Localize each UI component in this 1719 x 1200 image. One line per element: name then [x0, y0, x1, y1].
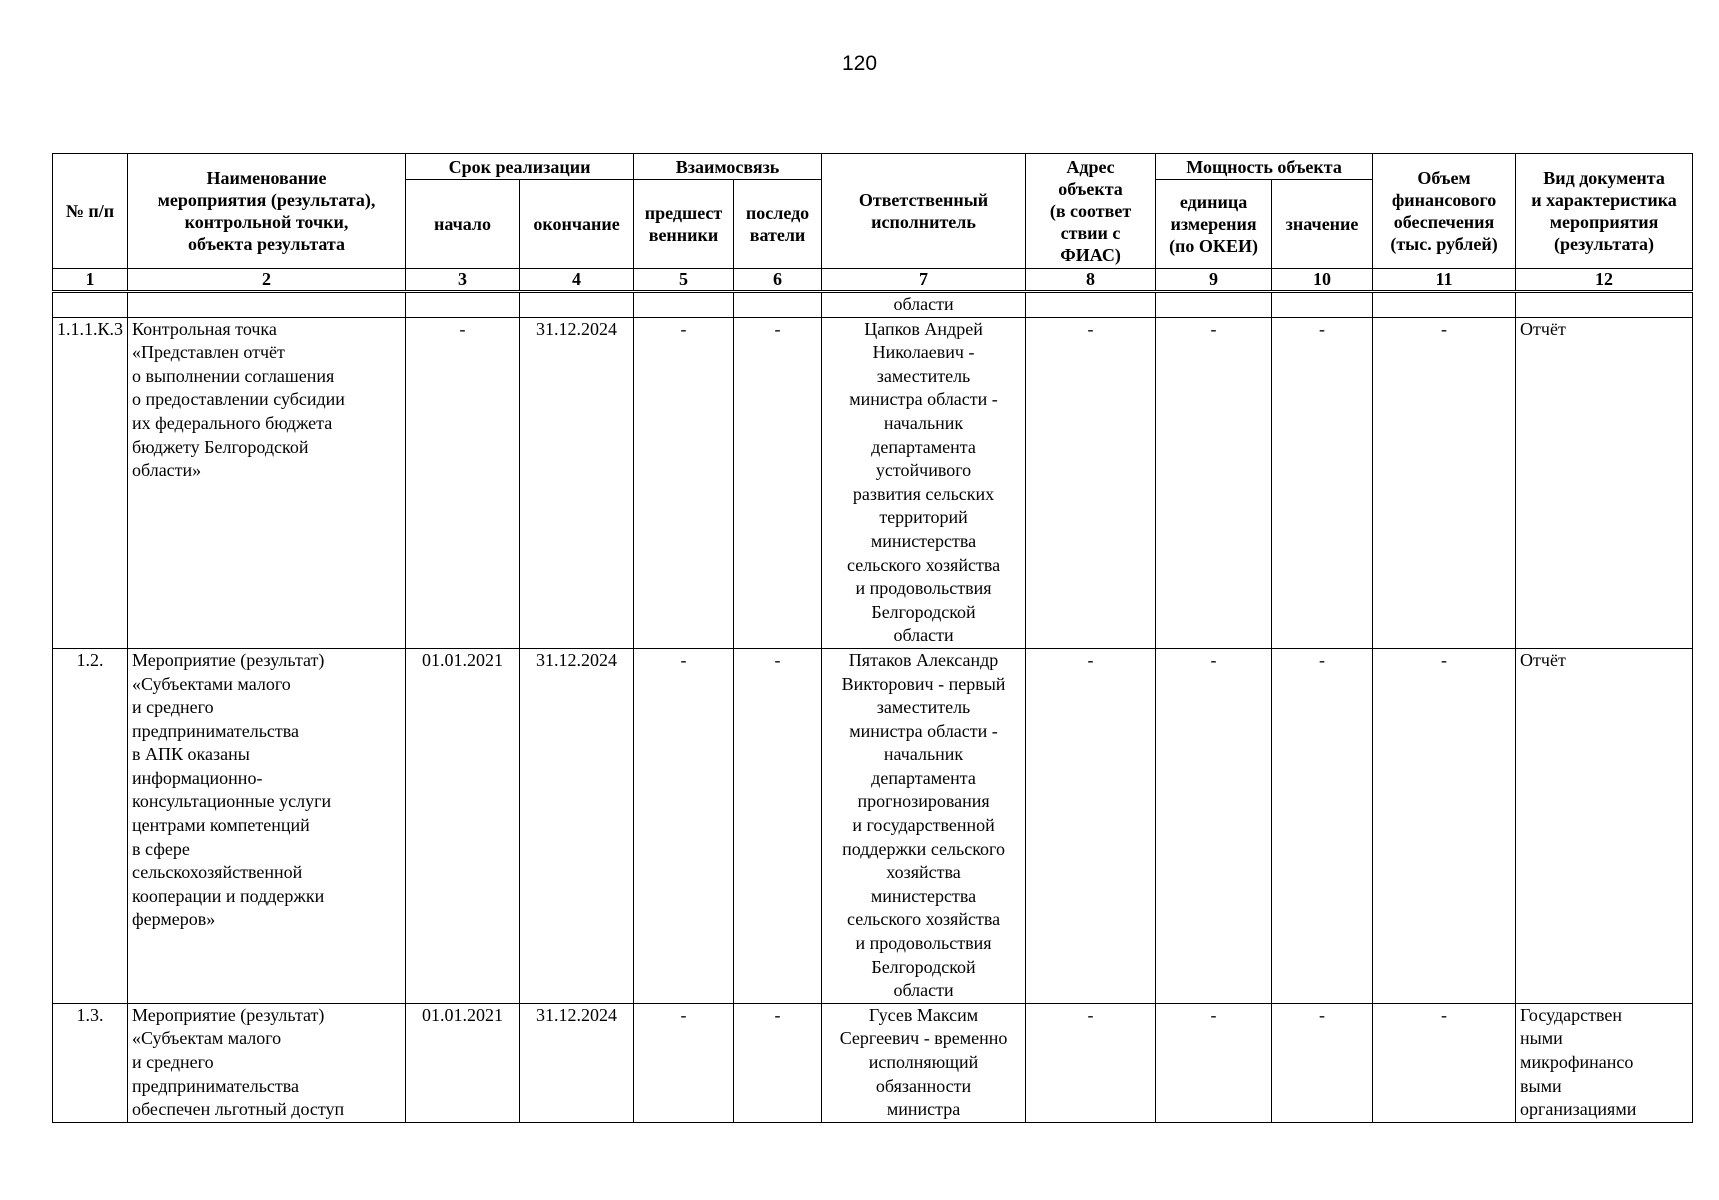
header-period: Срок реализации	[406, 154, 634, 180]
row-responsible: области	[822, 292, 1026, 318]
header-successors: последо ватели	[734, 180, 822, 269]
row-doc-type: Отчёт	[1516, 317, 1693, 648]
header-capacity: Мощность объекта	[1156, 154, 1373, 180]
row-name: Мероприятие (результат) «Субъектами малого и среднего предпринимательства в АПК оказаны информационно- консультационные услуги центрами компетенций в сфере сельскохозяйственной кооперации и поддержки фермеров»	[128, 648, 406, 1003]
header-predecessors: предшест венники	[634, 180, 734, 269]
row-end	[520, 292, 634, 318]
row-name: Мероприятие (результат) «Субъектам малого и среднего предпринимательства обеспечен льготный доступ	[128, 1003, 406, 1122]
row-end: 31.12.2024	[520, 648, 634, 1003]
row-start: -	[406, 317, 520, 648]
header-value: значение	[1272, 180, 1373, 269]
row-funding	[1373, 292, 1516, 318]
row-no	[53, 292, 128, 318]
row-address: -	[1026, 317, 1156, 648]
row-successors: -	[734, 317, 822, 648]
row-funding: -	[1373, 317, 1516, 648]
colnum-12: 12	[1516, 269, 1693, 292]
row-unit	[1156, 292, 1272, 318]
row-name: Контрольная точка «Представлен отчёт о выполнении соглашения о предоставлении субсидии их федерального бюджета бюджету Белгородской области»	[128, 317, 406, 648]
row-value: -	[1272, 648, 1373, 1003]
header-unit: единица измерения (по ОКЕИ)	[1156, 180, 1272, 269]
header-no: № п/п	[53, 154, 128, 269]
colnum-4: 4	[520, 269, 634, 292]
row-start: 01.01.2021	[406, 1003, 520, 1122]
header-link: Взаимосвязь	[634, 154, 822, 180]
colnum-9: 9	[1156, 269, 1272, 292]
header-end: окончание	[520, 180, 634, 269]
row-value	[1272, 292, 1373, 318]
row-unit: -	[1156, 317, 1272, 648]
row-responsible: Цапков Андрей Николаевич - заместитель министра области - начальник департамента устойчивого развития сельских территорий министерства сельского хозяйства и продовольствия Белгородской области	[822, 317, 1026, 648]
row-end: 31.12.2024	[520, 1003, 634, 1122]
colnum-3: 3	[406, 269, 520, 292]
colnum-8: 8	[1026, 269, 1156, 292]
row-start: 01.01.2021	[406, 648, 520, 1003]
row-address: -	[1026, 648, 1156, 1003]
row-name	[128, 292, 406, 318]
row-address	[1026, 292, 1156, 318]
row-doc-type	[1516, 292, 1693, 318]
row-responsible: Пятаков Александр Викторович - первый заместитель министра области - начальник департамента прогнозирования и государственной поддержки сельского хозяйства министерства сельского хозяйства и продовольствия Белгородской области	[822, 648, 1026, 1003]
row-address: -	[1026, 1003, 1156, 1122]
row-predecessors: -	[634, 317, 734, 648]
table-row	[53, 648, 1693, 1003]
row-value: -	[1272, 1003, 1373, 1122]
row-funding: -	[1373, 1003, 1516, 1122]
activity-plan-table	[52, 153, 1693, 1123]
row-doc-type: Государствен ными микрофинансо выми организациями	[1516, 1003, 1693, 1122]
colnum-2: 2	[128, 269, 406, 292]
row-start	[406, 292, 520, 318]
row-responsible: Гусев Максим Сергеевич - временно исполняющий обязанности министра	[822, 1003, 1026, 1122]
table-row	[53, 292, 1693, 318]
row-successors: -	[734, 648, 822, 1003]
header-funding: Объем финансового обеспечения (тыс. рублей)	[1373, 154, 1516, 269]
header-doc-type: Вид документа и характеристика мероприятия (результата)	[1516, 154, 1693, 269]
colnum-11: 11	[1373, 269, 1516, 292]
row-no: 1.3.	[53, 1003, 128, 1122]
header-responsible: Ответственный исполнитель	[822, 154, 1026, 269]
row-no: 1.2.	[53, 648, 128, 1003]
row-unit: -	[1156, 648, 1272, 1003]
colnum-6: 6	[734, 269, 822, 292]
colnum-7: 7	[822, 269, 1026, 292]
colnum-5: 5	[634, 269, 734, 292]
header-start: начало	[406, 180, 520, 269]
row-doc-type: Отчёт	[1516, 648, 1693, 1003]
header-address: Адрес объекта (в соответ ствии с ФИАС)	[1026, 154, 1156, 269]
table-row	[53, 317, 1693, 648]
row-predecessors: -	[634, 1003, 734, 1122]
header-name: Наименование мероприятия (результата), контрольной точки, объекта результата	[128, 154, 406, 269]
table-row	[53, 1003, 1693, 1122]
row-funding: -	[1373, 648, 1516, 1003]
colnum-10: 10	[1272, 269, 1373, 292]
row-predecessors: -	[634, 648, 734, 1003]
row-unit: -	[1156, 1003, 1272, 1122]
row-predecessors	[634, 292, 734, 318]
row-no: 1.1.1.К.3	[53, 317, 128, 648]
row-successors	[734, 292, 822, 318]
row-value: -	[1272, 317, 1373, 648]
page-number: 120	[841, 52, 878, 75]
colnum-1: 1	[53, 269, 128, 292]
row-end: 31.12.2024	[520, 317, 634, 648]
row-successors: -	[734, 1003, 822, 1122]
